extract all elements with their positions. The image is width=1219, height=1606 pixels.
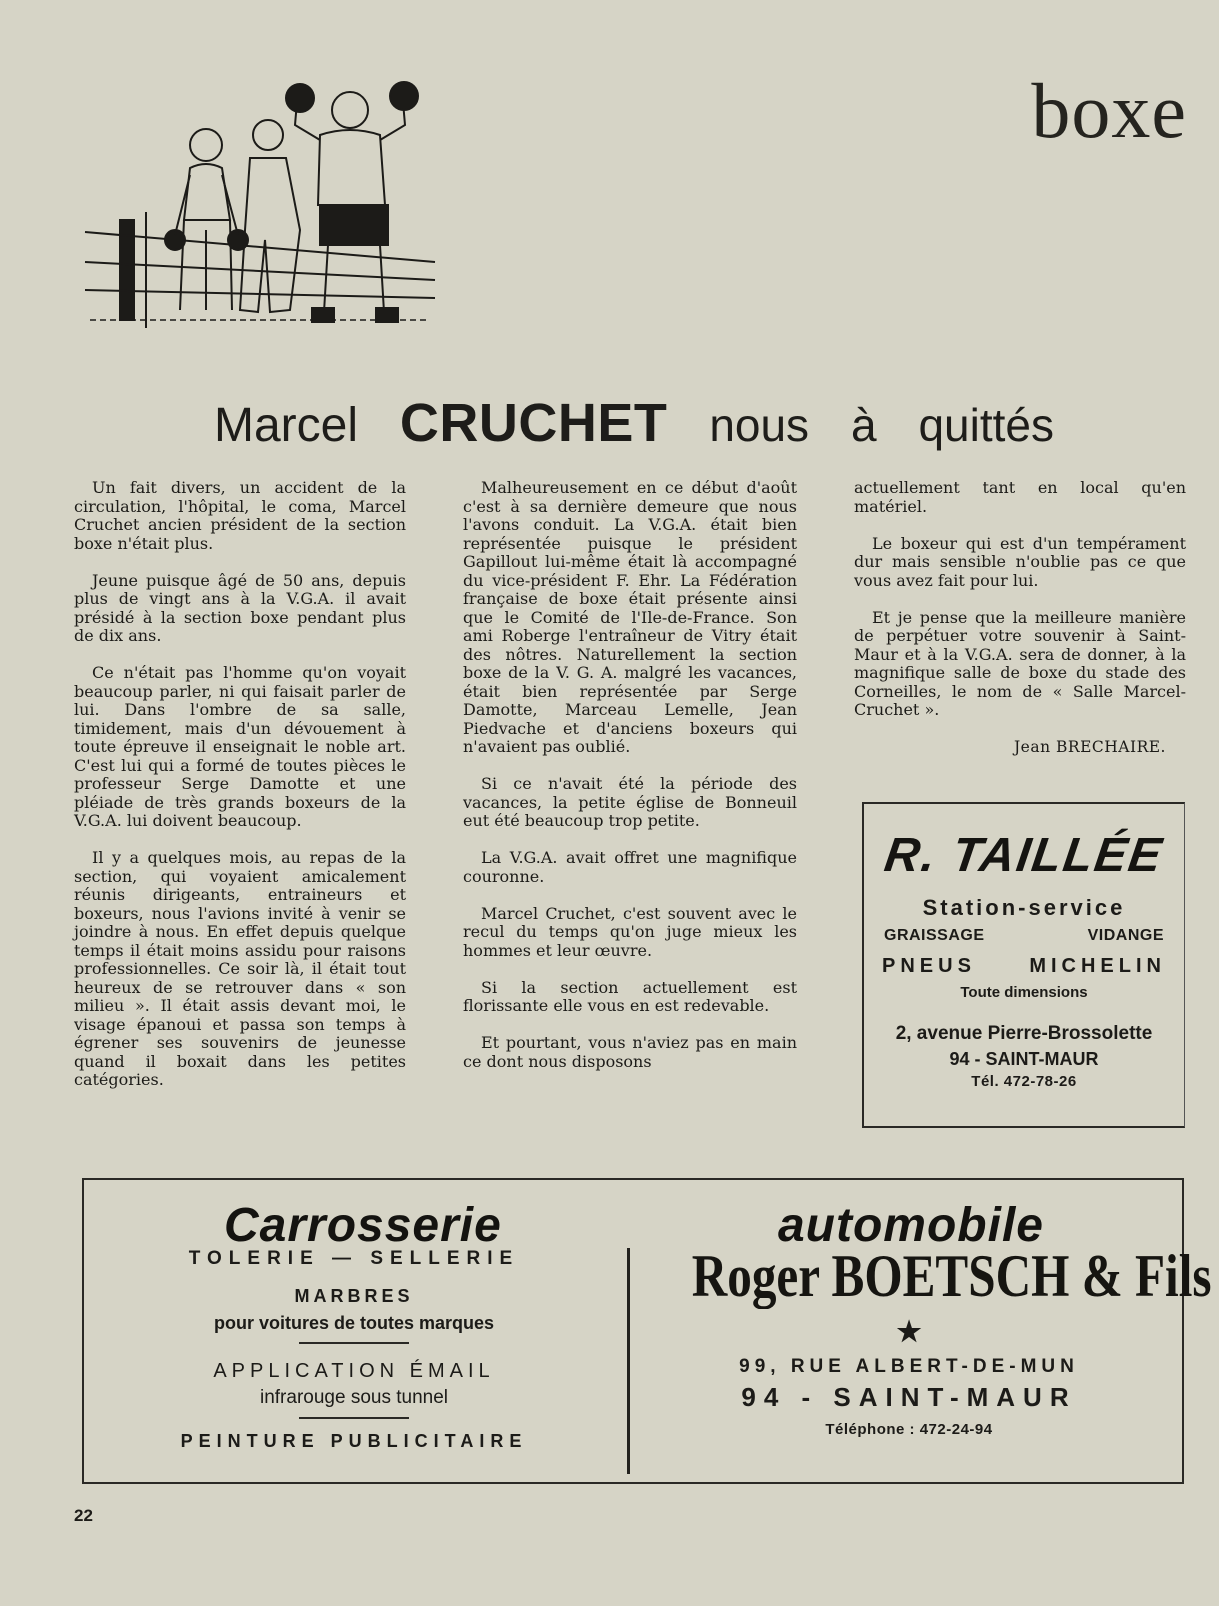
ad-line: APPLICATION ÉMAIL [213,1360,495,1382]
ad-phone: Téléphone : 472-24-94 [825,1421,993,1438]
advertisement-taillee [862,802,1185,1128]
ad-address: 99, RUE ALBERT-DE-MUN [739,1356,1079,1377]
ad-services [884,927,1164,945]
ad-line: MARBRES [294,1286,414,1306]
headline [214,392,1054,454]
ad-title-word: automobile [777,1199,1044,1252]
paragraph: Un fait divers, un accident de la circulation, l'hôpital, le coma, Marcel Cruchet ancien président de la section boxe n'était plus. [74,478,406,553]
divider-rule [299,1342,409,1344]
ad-title-word: Carrosserie [224,1199,502,1252]
ad-line: GRAISSAGE [884,927,985,944]
author-signature: Jean BRECHAIRE. [1013,738,1166,756]
ad-contact-column [644,1242,1212,1438]
headline-word: Marcel [214,399,359,452]
ad-company-name: Roger BOETSCH & Fils [691,1243,1212,1309]
star-icon: ★ [896,1316,922,1347]
ad-line: Station-service [922,895,1126,920]
ad-phone: Tél. 472-78-26 [971,1073,1077,1090]
paragraph: Il y a quelques mois, au repas de la section, qui voyaient amicalement réunis dirigeants, entraineurs et boxeurs, nous l'avions invité à venir se joindre à nous. En effet depuis quelque temps il était moins assidu pour raisons professionnelles. Ce soir là, il était tout heureux de se retrouver dans « son milieu ». Il était assis devant moi, le visage épanoui et passa son temps à égrener ses souvenirs de jeunesse quand il boxait dans les petites catégories. [74,848,406,1089]
ad-line: MICHELIN [1029,955,1166,977]
page-number: 22 [74,1506,93,1525]
ad-city: 94 - SAINT-MAUR [949,1049,1099,1069]
ad-line: pour voitures de toutes marques [213,1313,495,1333]
headline-word: nous [709,399,810,451]
ad-line: PNEUS [882,955,976,977]
paragraph: La V.G.A. avait offret une magnifique couronne. [463,848,797,886]
paragraph: actuellement tant en local qu'en matériel. [854,478,1186,516]
paragraph: Jeune puisque âgé de 50 ans, depuis plus de vingt ans à la V.G.A. il avait présidé à la section boxe pendant plus de dix ans. [74,570,406,645]
paragraph: Et pourtant, vous n'aviez pas en main ce dont nous disposons [463,1033,797,1071]
column-divider [627,1248,630,1474]
article-column-1 [74,479,406,1108]
paragraph: Le boxeur qui est d'un tempérament dur mais sensible n'oublie pas ce que vous avez fait pour lui. [854,533,1186,590]
advertisement-boetsch [82,1178,1212,1484]
paragraph: Marcel Cruchet, c'est souvent avec le recul du temps qu'on juge mieux les hommes et leur œuvre. [463,903,797,960]
headline-word: quittés [918,399,1054,451]
paragraph: Malheureusement en ce début d'août c'est à sa dernière demeure que nous l'avons conduit. La V.G.A. était bien représentée puisque le président Gapillout lui-même était là accompagné du vice-président F. Ehr. La Fédération française de boxe était présente ainsi que le Comité de l'Ile-de-France. Son ami Roberge l'entraîneur de Vitry était des nôtres. Naturellement la section boxe de la V. G. A. malgré les vacances, était bien représentée par Serge Damotte, Marceau Lemelle, Jean Piedvache et d'anciens boxeurs qui n'avaient pas oublié. [463,478,797,756]
article-column-3 [854,479,1186,775]
ad-line: VIDANGE [1087,927,1164,944]
headline-word: CRUCHET [399,393,668,453]
divider-rule [299,1417,409,1419]
boxing-ring-cartoon-icon [80,80,460,350]
ad-address: 2, avenue Pierre-Brossolette [895,1023,1153,1044]
paragraph: Et je pense que la meilleure manière de perpétuer votre souvenir à Saint-Maur et à la V.G.A. sera de donner, à la magnifique salle de boxe du stade des Corneilles, le nom de « Salle Marcel-Cruchet ». [854,607,1186,719]
ad-line: PEINTURE PUBLICITAIRE [180,1431,528,1451]
paragraph: Si la section actuellement est florissante elle vous en est redevable. [463,977,797,1015]
article-column-2 [463,479,797,1090]
ad-line: TOLERIE — SELLERIE [188,1248,520,1269]
ad-services-column [134,1248,574,1452]
paragraph: Si ce n'avait été la période des vacances, la petite église de Bonneuil eut été beaucoup trop petite. [463,774,797,830]
headline-word: à [850,399,877,451]
ad-brand: R. TAILLÉE [881,829,1167,882]
ad-tyres [864,955,1184,978]
ad-line: infrarouge sous tunnel [259,1387,448,1408]
section-label: boxe [1031,67,1187,154]
ad-line: Toute dimensions [960,984,1088,1001]
paragraph: Ce n'était pas l'homme qu'on voyait beaucoup parler, ni qui faisait parler de lui. Dans l'ombre de sa salle, timidement, mais d'un dévouement à toute épreuve il enseignait le noble art. C'est lui qui a formé de toutes pièces le professeur Serge Damotte et une pléiade de très grands boxeurs de la V.G.A. lui doivent beaucoup. [74,663,406,830]
ad-city: 94 - SAINT-MAUR [741,1382,1077,1412]
